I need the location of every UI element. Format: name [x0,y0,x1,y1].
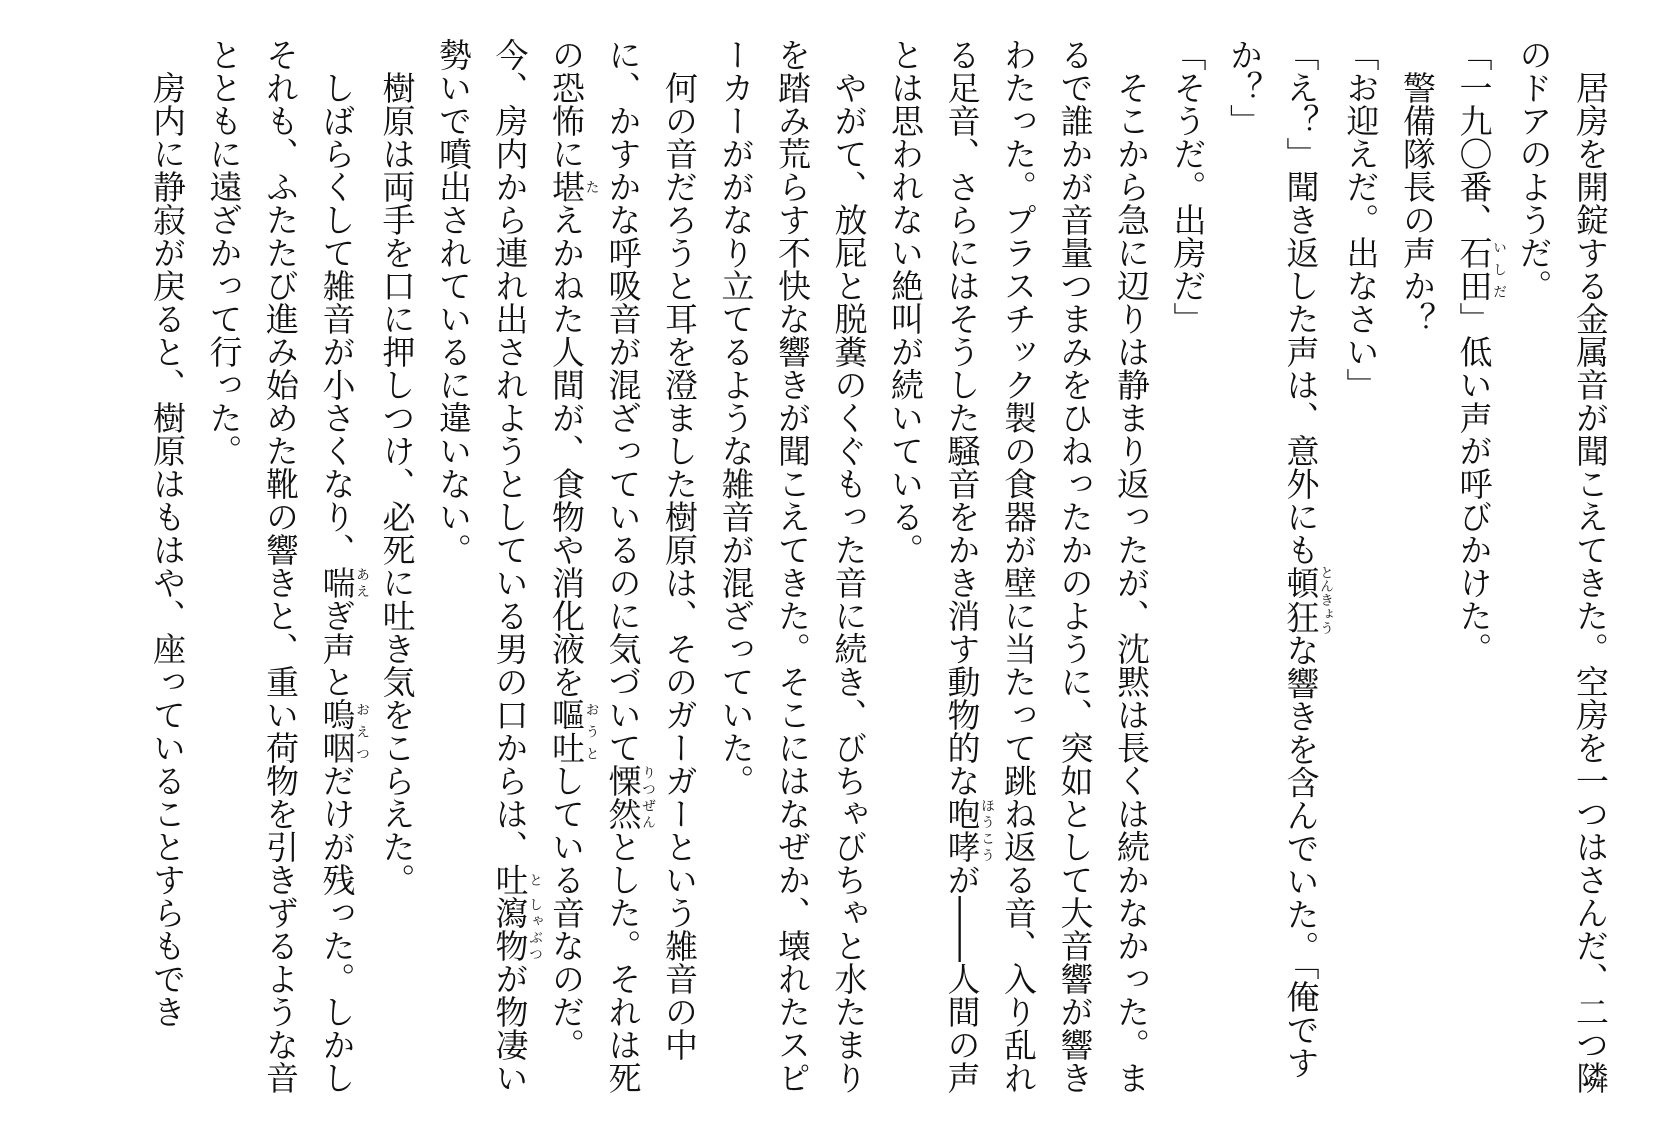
ruby-base: 慄然 [603,764,643,830]
ruby-reading: た [582,170,599,203]
ruby-reading: りつぜん [639,764,655,830]
paragraph [195,38,368,1108]
ruby-word [317,698,369,764]
ruby-word [1454,236,1506,302]
paragraph [1445,38,1505,1108]
text-run: ぎ声と [317,599,357,698]
ruby-base: 堪 [547,170,586,203]
paragraph [707,38,877,1108]
text-run: やがて、放屁と脱糞のくぐもった音に続き、びちゃびちゃと水たまりを踏み荒らす不快な響きが聞こえてきた。そこにはなぜか、壊れたスピーカーががなり立てるような雑音が混ざっていた。 [716,38,869,1094]
ruby-base: 瀉物 [490,896,530,962]
ruby-base: 頓狂 [1281,565,1321,635]
text-run: そこから急に辺りは静まり返ったが、沈黙は長くは続かなかった。まるで誰かが音量つまみをひねったかのように、突如として大音響が響きわたった。プラスチック製の食器が壁に当たって跳ね返る音、入り乱れる足音、さらにはそうした騒音をかき消す動物的な [942,38,1151,1094]
text-run: 「そうだ。出房だ」 [1168,38,1208,335]
ruby-reading: しゃぶつ [526,896,542,962]
vertical-novel-text [139,38,1619,1108]
paragraph [1332,38,1389,1108]
ruby-reading: いしだ [1490,236,1506,302]
text-run: 居房を開錠する金属音が聞こえてきた。空房を一つはさんだ、二つ隣のドアのようだ。 [1514,38,1610,1094]
paragraph [425,38,708,1108]
paragraph [1216,38,1333,1108]
paragraph [877,38,1160,1108]
text-run: が物凄い勢いで噴出されているに違いない。 [434,38,530,1094]
text-run: 何の音だろうと耳を澄ました樹原は、そのガーガーという雑音の中に、かすかな呼吸音が混ざっているのに気づいて [603,38,699,1061]
ruby-base: 嗚咽 [317,698,357,764]
text-run: とした。それは死の恐怖に [547,38,643,1094]
paragraph [1505,38,1618,1108]
paragraph [368,38,425,1108]
ruby-word [490,863,542,896]
ruby-word [942,797,994,863]
text-run: 房内に静寂が戻ると、樹原はもはや、座っていることすらもでき [148,71,187,1028]
text-run: 「え？」聞き返した声は、意外にも [1281,38,1321,566]
paragraph [1389,38,1446,1108]
ruby-base: 石田 [1454,236,1494,302]
ruby-word [547,170,599,203]
text-run: な響きを含んでいた。「俺ですか？」 [1225,38,1321,1080]
text-run: しばらくして雑音が小さくなり、 [317,71,357,566]
ruby-word [490,896,542,962]
text-run: 「一九〇番、 [1454,38,1494,236]
ruby-reading: とんきょう [1317,565,1333,635]
text-run: している音なのだ。今、房内から連れ出されようとしている男の口からは、 [490,38,586,1061]
ruby-word [547,698,599,764]
ruby-word [1281,565,1333,635]
ruby-reading: と [526,863,542,896]
paragraph [1159,38,1216,1108]
paragraph [139,38,196,1108]
text-run: だけが残った。しかしそれも、ふたたび進み始めた靴の響きと、重い荷物を引きずるような音とともに遠ざかって行った。 [204,38,357,1094]
ruby-reading: あえ [353,566,369,599]
ruby-word [317,566,369,599]
text-run: えかねた人間が、食物や消化液を [547,203,586,698]
text-run: 樹原は両手を口に押しつけ、必死に吐き気をこらえた。 [377,71,417,896]
ruby-base: 吐 [490,863,530,896]
text-run: が――人間の声とは思われない絶叫が続いている。 [886,38,982,1094]
ruby-base: 嘔吐 [547,698,586,764]
ruby-reading: おうと [582,698,599,764]
text-run: 警備隊長の声か？ [1398,71,1437,335]
ruby-base: 喘 [317,566,357,599]
ruby-word [603,764,655,830]
ruby-reading: おえつ [353,698,369,764]
text-run: 「お迎えだ。出なさい」 [1341,38,1381,401]
text-run: 」低い声が呼びかけた。 [1454,302,1494,665]
ruby-base: 咆哮 [942,797,982,863]
ruby-reading: ほうこう [978,797,994,863]
